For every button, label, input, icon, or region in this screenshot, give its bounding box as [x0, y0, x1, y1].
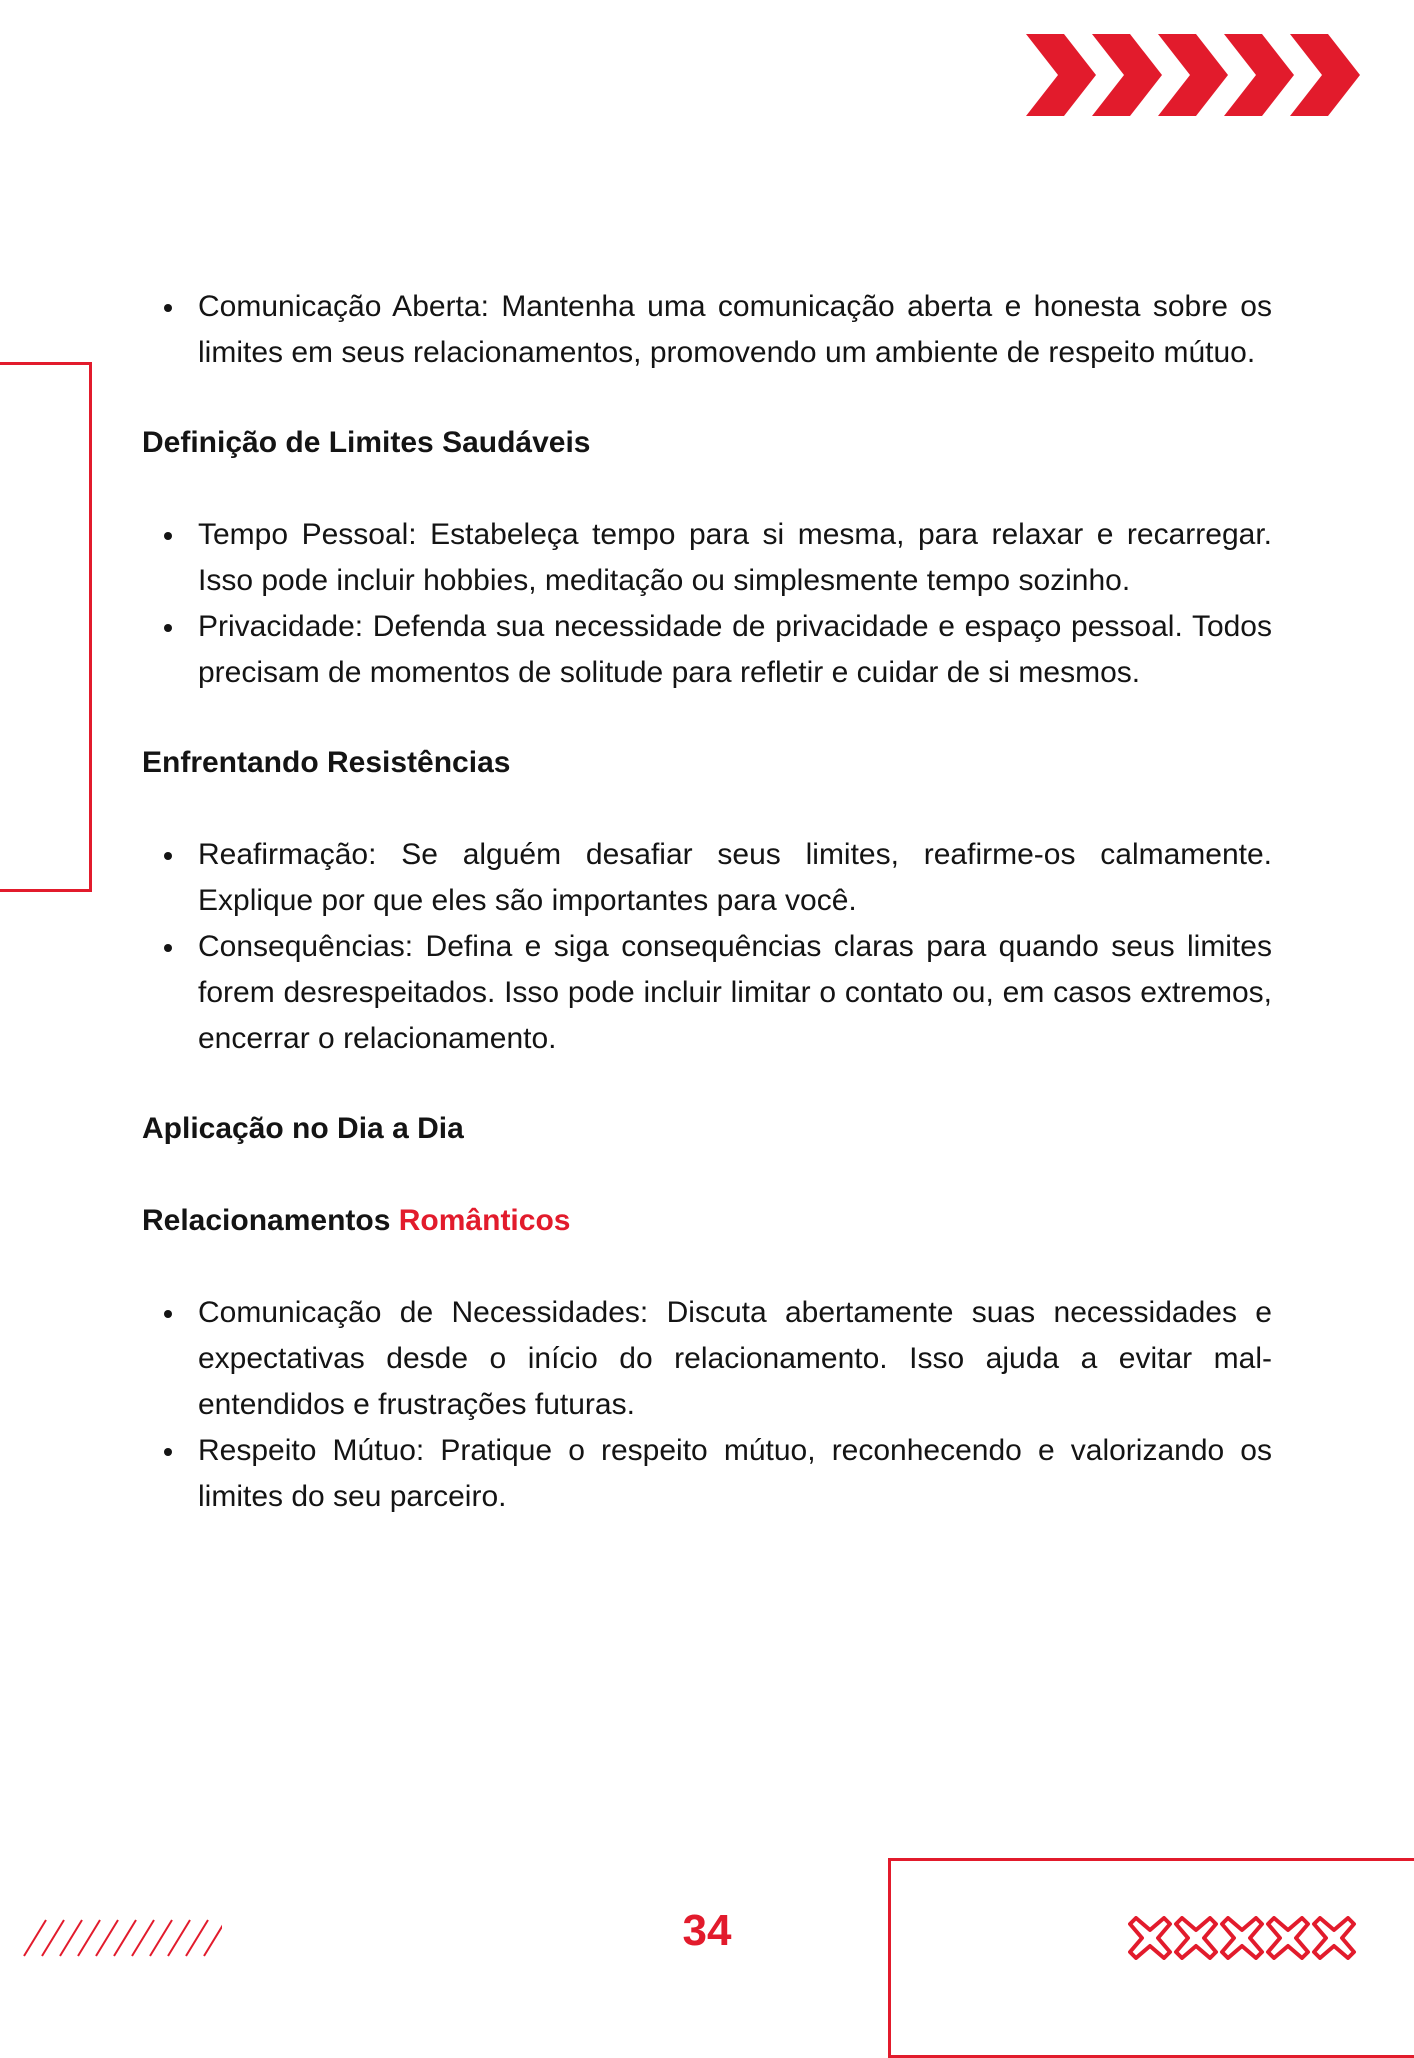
main-content — [142, 284, 1272, 1520]
chevron-right-icon — [1026, 34, 1096, 116]
bullet-item: Tempo Pessoal: Estabeleça tempo para si mesma, para relaxar e recarregar. Isso pode incluir hobbies, meditação ou simplesmente tempo sozinho. — [142, 512, 1272, 604]
section-heading-limites: Definição de Limites Saudáveis — [142, 426, 591, 459]
chevron-right-icon — [1092, 34, 1162, 116]
bullet-item: Reafirmação: Se alguém desafiar seus limites, reafirme-os calmamente. Explique por que eles são importantes para você. — [142, 832, 1272, 924]
section-heading-romanticos — [142, 1200, 1272, 1242]
heading-plain-text: Relacionamentos — [142, 1204, 391, 1237]
intro-bullet-list — [142, 284, 1272, 376]
bullet-item: Privacidade: Defenda sua necessidade de privacidade e espaço pessoal. Todos precisam de momentos de solitude para refletir e cuidar de si mesmos. — [142, 604, 1272, 696]
chevron-arrows-decoration — [1026, 34, 1360, 116]
bullet-item: Comunicação Aberta: Mantenha uma comunicação aberta e honesta sobre os limites em seus relacionamentos, promovendo um ambiente de respeito mútuo. — [142, 284, 1272, 376]
chevron-right-icon — [1224, 34, 1294, 116]
bullet-list-romanticos — [142, 1290, 1272, 1520]
section-heading-resistencias: Enfrentando Resistências — [142, 746, 511, 779]
chevron-right-icon — [1290, 34, 1360, 116]
bullet-list-resistencias — [142, 832, 1272, 1062]
heading-highlight-text: Românticos — [398, 1204, 571, 1237]
bullet-item: Consequências: Defina e siga consequências claras para quando seus limites forem desrespeitados. Isso pode incluir limitar o contato ou, em casos extremos, encerrar o relacionamento. — [142, 924, 1272, 1062]
bullet-list-limites — [142, 512, 1272, 696]
page-number: 34 — [682, 1906, 732, 1955]
section-heading-aplicacao: Aplicação no Dia a Dia — [142, 1112, 464, 1145]
chevron-right-icon — [1158, 34, 1228, 116]
bullet-item: Comunicação de Necessidades: Discuta abertamente suas necessidades e expectativas desde o início do relacionamento. Isso ajuda a evitar mal-entendidos e frustrações futuras. — [142, 1290, 1272, 1428]
bullet-item: Respeito Mútuo: Pratique o respeito mútuo, reconhecendo e valorizando os limites do seu parceiro. — [142, 1428, 1272, 1520]
left-frame-decoration — [0, 362, 92, 892]
